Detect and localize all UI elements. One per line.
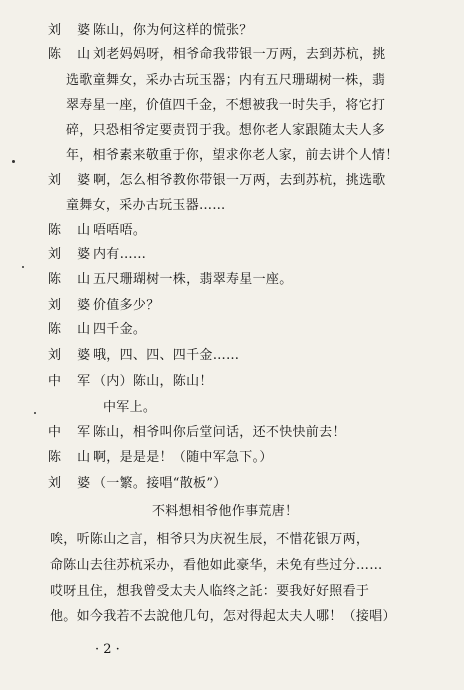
speaker-label: 刘 婆 (48, 173, 97, 188)
dialogue-line: 五尺珊瑚树一株，翡翠寿星一座。 (93, 272, 293, 287)
speaker-label: 陈 山 (48, 47, 97, 62)
dialogue-line: 碎，只恐相爷定要责罚于我。想你老人家跟随太夫人多 (66, 123, 386, 138)
page-number: · 2 · (95, 642, 120, 657)
dialogue-line: （内）陈山，陈山！ (93, 374, 213, 389)
speaker-label: 陈 山 (48, 450, 97, 465)
dialogue-line: 翠寿星一座，价值四千金，不想被我一时失手，将它打 (66, 98, 386, 113)
dialogue-line: 四千金。 (93, 322, 147, 337)
dialogue-line: 选歌童舞女，采办古玩玉器；内有五尺珊瑚树一株，翡 (66, 73, 386, 88)
speaker-label: 刘 婆 (48, 348, 97, 363)
dialogue-line: 刘老妈妈呀，相爷命我带银一万两，去到苏杭，挑 (93, 47, 386, 62)
dialogue-line: 哎呀且住，想我曾受太夫人临终之託：要我好好照看于 (50, 584, 370, 599)
ink-speck (12, 160, 15, 163)
ink-speck (34, 412, 36, 414)
speaker-label: 刘 婆 (48, 23, 97, 38)
dialogue-line: 哦，四、四、四千金…… (93, 348, 240, 363)
dialogue-line: 陈山，你为何这样的慌张？ (93, 23, 253, 38)
sung-line: 不料想相爷他作事荒唐！ (152, 504, 299, 519)
dialogue-line: 价值多少？ (93, 298, 160, 313)
dialogue-line: 唔唔唔。 (93, 223, 147, 238)
speaker-label: 陈 山 (48, 223, 97, 238)
speaker-label: 中 军 (48, 425, 97, 440)
dialogue-line: 童舞女，采办古玩玉器…… (66, 198, 226, 213)
dialogue-line: 啊，怎么相爷教你带银一万两，去到苏杭，挑选歌 (93, 173, 386, 188)
dialogue-line: 年，相爷素来敬重于你，望求你老人家，前去讲个人情！ (66, 148, 399, 163)
dialogue-line: 他。如今我若不去說他几句，怎对得起太夫人哪！（接唱） (50, 609, 396, 624)
dialogue-line: 唉，听陈山之言，相爷只为庆祝生辰，不惜花银万两， (50, 532, 370, 547)
speaker-label: 刘 婆 (48, 247, 97, 262)
ink-speck (22, 266, 24, 268)
speaker-label: 刘 婆 (48, 476, 97, 491)
dialogue-line: （一繁。接唱“散板”） (93, 476, 227, 491)
dialogue-line: 啊，是是是！（随中军急下。） (93, 450, 273, 465)
speaker-label: 刘 婆 (48, 298, 97, 313)
speaker-label: 中 军 (48, 374, 97, 389)
dialogue-line: 命陈山去往苏杭采办，看他如此豪华，未免有些过分…… (50, 558, 383, 573)
speaker-label: 陈 山 (48, 322, 97, 337)
dialogue-line: 陈山，相爷叫你后堂问话，还不快快前去！ (93, 425, 346, 440)
speaker-label: 陈 山 (48, 272, 97, 287)
stage-direction: 中军上。 (103, 400, 157, 415)
dialogue-line: 内有…… (93, 247, 147, 262)
